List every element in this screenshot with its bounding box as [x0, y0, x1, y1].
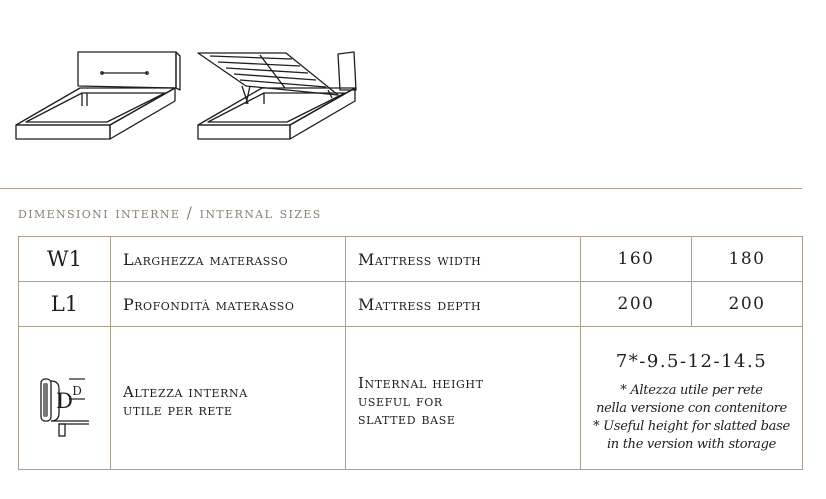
bed-drawings: [0, 0, 380, 160]
label-italian: [111, 327, 346, 470]
label-line: Altezza interna: [123, 383, 248, 401]
dimension-code: L1: [19, 282, 111, 327]
footnote-line: * Altezza utile per rete: [620, 382, 763, 398]
internal-sizes-table: [18, 236, 803, 470]
bed-closed-drawing-icon: [16, 52, 180, 139]
value-cell: 200: [581, 282, 692, 327]
height-code-cell: [19, 327, 111, 470]
label-line: Internal height: [358, 374, 484, 392]
bed-open-storage-drawing-icon: [198, 52, 356, 139]
dimension-code: D: [56, 389, 73, 413]
heights-cell: [581, 327, 803, 470]
table-row: [19, 327, 803, 470]
table-row: [19, 282, 803, 327]
label-english: [346, 327, 581, 470]
label-italian: Profondità materasso: [111, 282, 346, 327]
label-english: Mattress depth: [346, 282, 581, 327]
height-section-diagram-icon: [27, 371, 103, 443]
footnote-line: nella versione con contenitore: [596, 400, 787, 416]
section-title: dimensioni interne / internal sizes: [18, 204, 322, 222]
footnote-line: * Useful height for slatted base: [593, 418, 790, 434]
section-divider: [0, 188, 802, 189]
label-line: slatted base: [358, 410, 456, 428]
footnote-line: in the version with storage: [606, 436, 777, 452]
dimension-code: W1: [19, 237, 111, 282]
label-line: utile per rete: [123, 401, 233, 419]
label-italian: Larghezza materasso: [111, 237, 346, 282]
value-cell: 180: [692, 237, 803, 282]
label-english: Mattress width: [346, 237, 581, 282]
value-cell: 200: [692, 282, 803, 327]
label-line: useful for: [358, 392, 443, 410]
value-cell: 160: [581, 237, 692, 282]
heights-value: 7*-9.5-12-14.5: [615, 350, 768, 372]
height-diagram-label: D: [72, 384, 82, 398]
table-row: [19, 237, 803, 282]
